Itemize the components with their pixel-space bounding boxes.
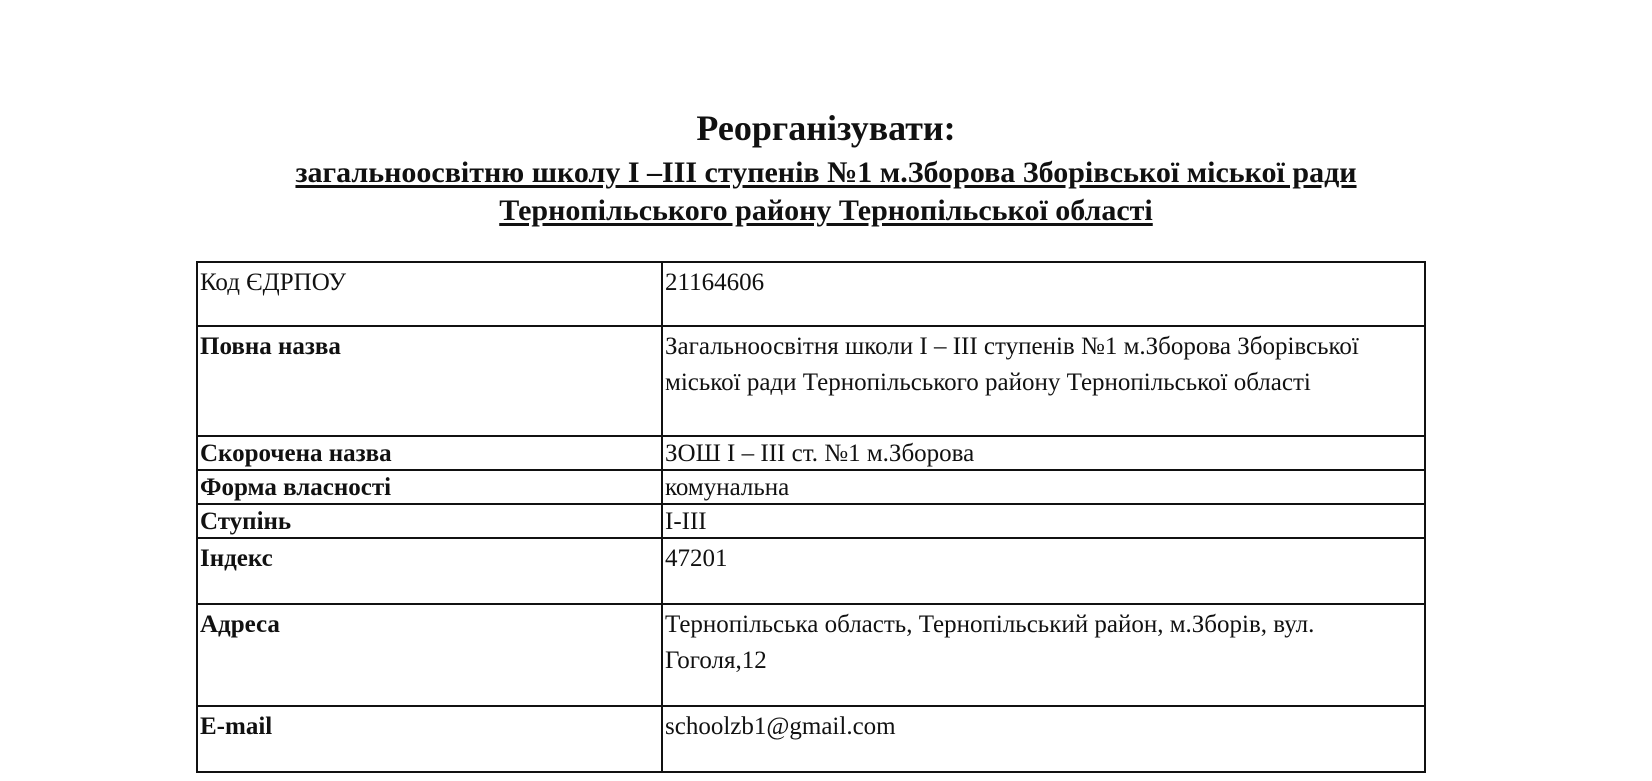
- row-value: 21164606: [662, 262, 1425, 326]
- row-value: 47201: [662, 538, 1425, 604]
- row-label: E-mail: [197, 706, 662, 772]
- row-label: Повна назва: [197, 326, 662, 436]
- table-row-email: [197, 706, 1425, 772]
- table-row-ownership: [197, 470, 1425, 504]
- row-value: І-ІІІ: [662, 504, 1425, 538]
- document-subtitle-line-1: загальноосвітню школу І –ІІІ ступенів №1 м.Зборова Зборівської міської ради: [295, 156, 1357, 189]
- document-subtitle-line-2: Тернопільського району Тернопільської області: [499, 194, 1153, 227]
- table-row-index: [197, 538, 1425, 604]
- row-label: Форма власності: [197, 470, 662, 504]
- row-label: Індекс: [197, 538, 662, 604]
- document-title: Реорганізувати:: [696, 108, 956, 148]
- row-value: ЗОШ І – ІІІ ст. №1 м.Зборова: [662, 436, 1425, 470]
- table-row-edrpou: [197, 262, 1425, 326]
- row-value: Загальноосвітня школи І – ІІІ ступенів №1 м.Зборова Зборівської міської ради Тернопільського району Тернопільської області: [662, 326, 1425, 436]
- row-label: Ступінь: [197, 504, 662, 538]
- table-row-level: [197, 504, 1425, 538]
- row-label: Адреса: [197, 604, 662, 706]
- row-label: Код ЄДРПОУ: [197, 262, 662, 326]
- row-value: Тернопільська область, Тернопільський район, м.Зборів, вул. Гоголя,12: [662, 604, 1425, 706]
- row-value: schoolzb1@gmail.com: [662, 706, 1425, 772]
- table-row-short-name: [197, 436, 1425, 470]
- table-row-address: [197, 604, 1425, 706]
- row-label: Скорочена назва: [197, 436, 662, 470]
- table-row-full-name: [197, 326, 1425, 436]
- school-info-table: [196, 261, 1426, 773]
- row-value: комунальна: [662, 470, 1425, 504]
